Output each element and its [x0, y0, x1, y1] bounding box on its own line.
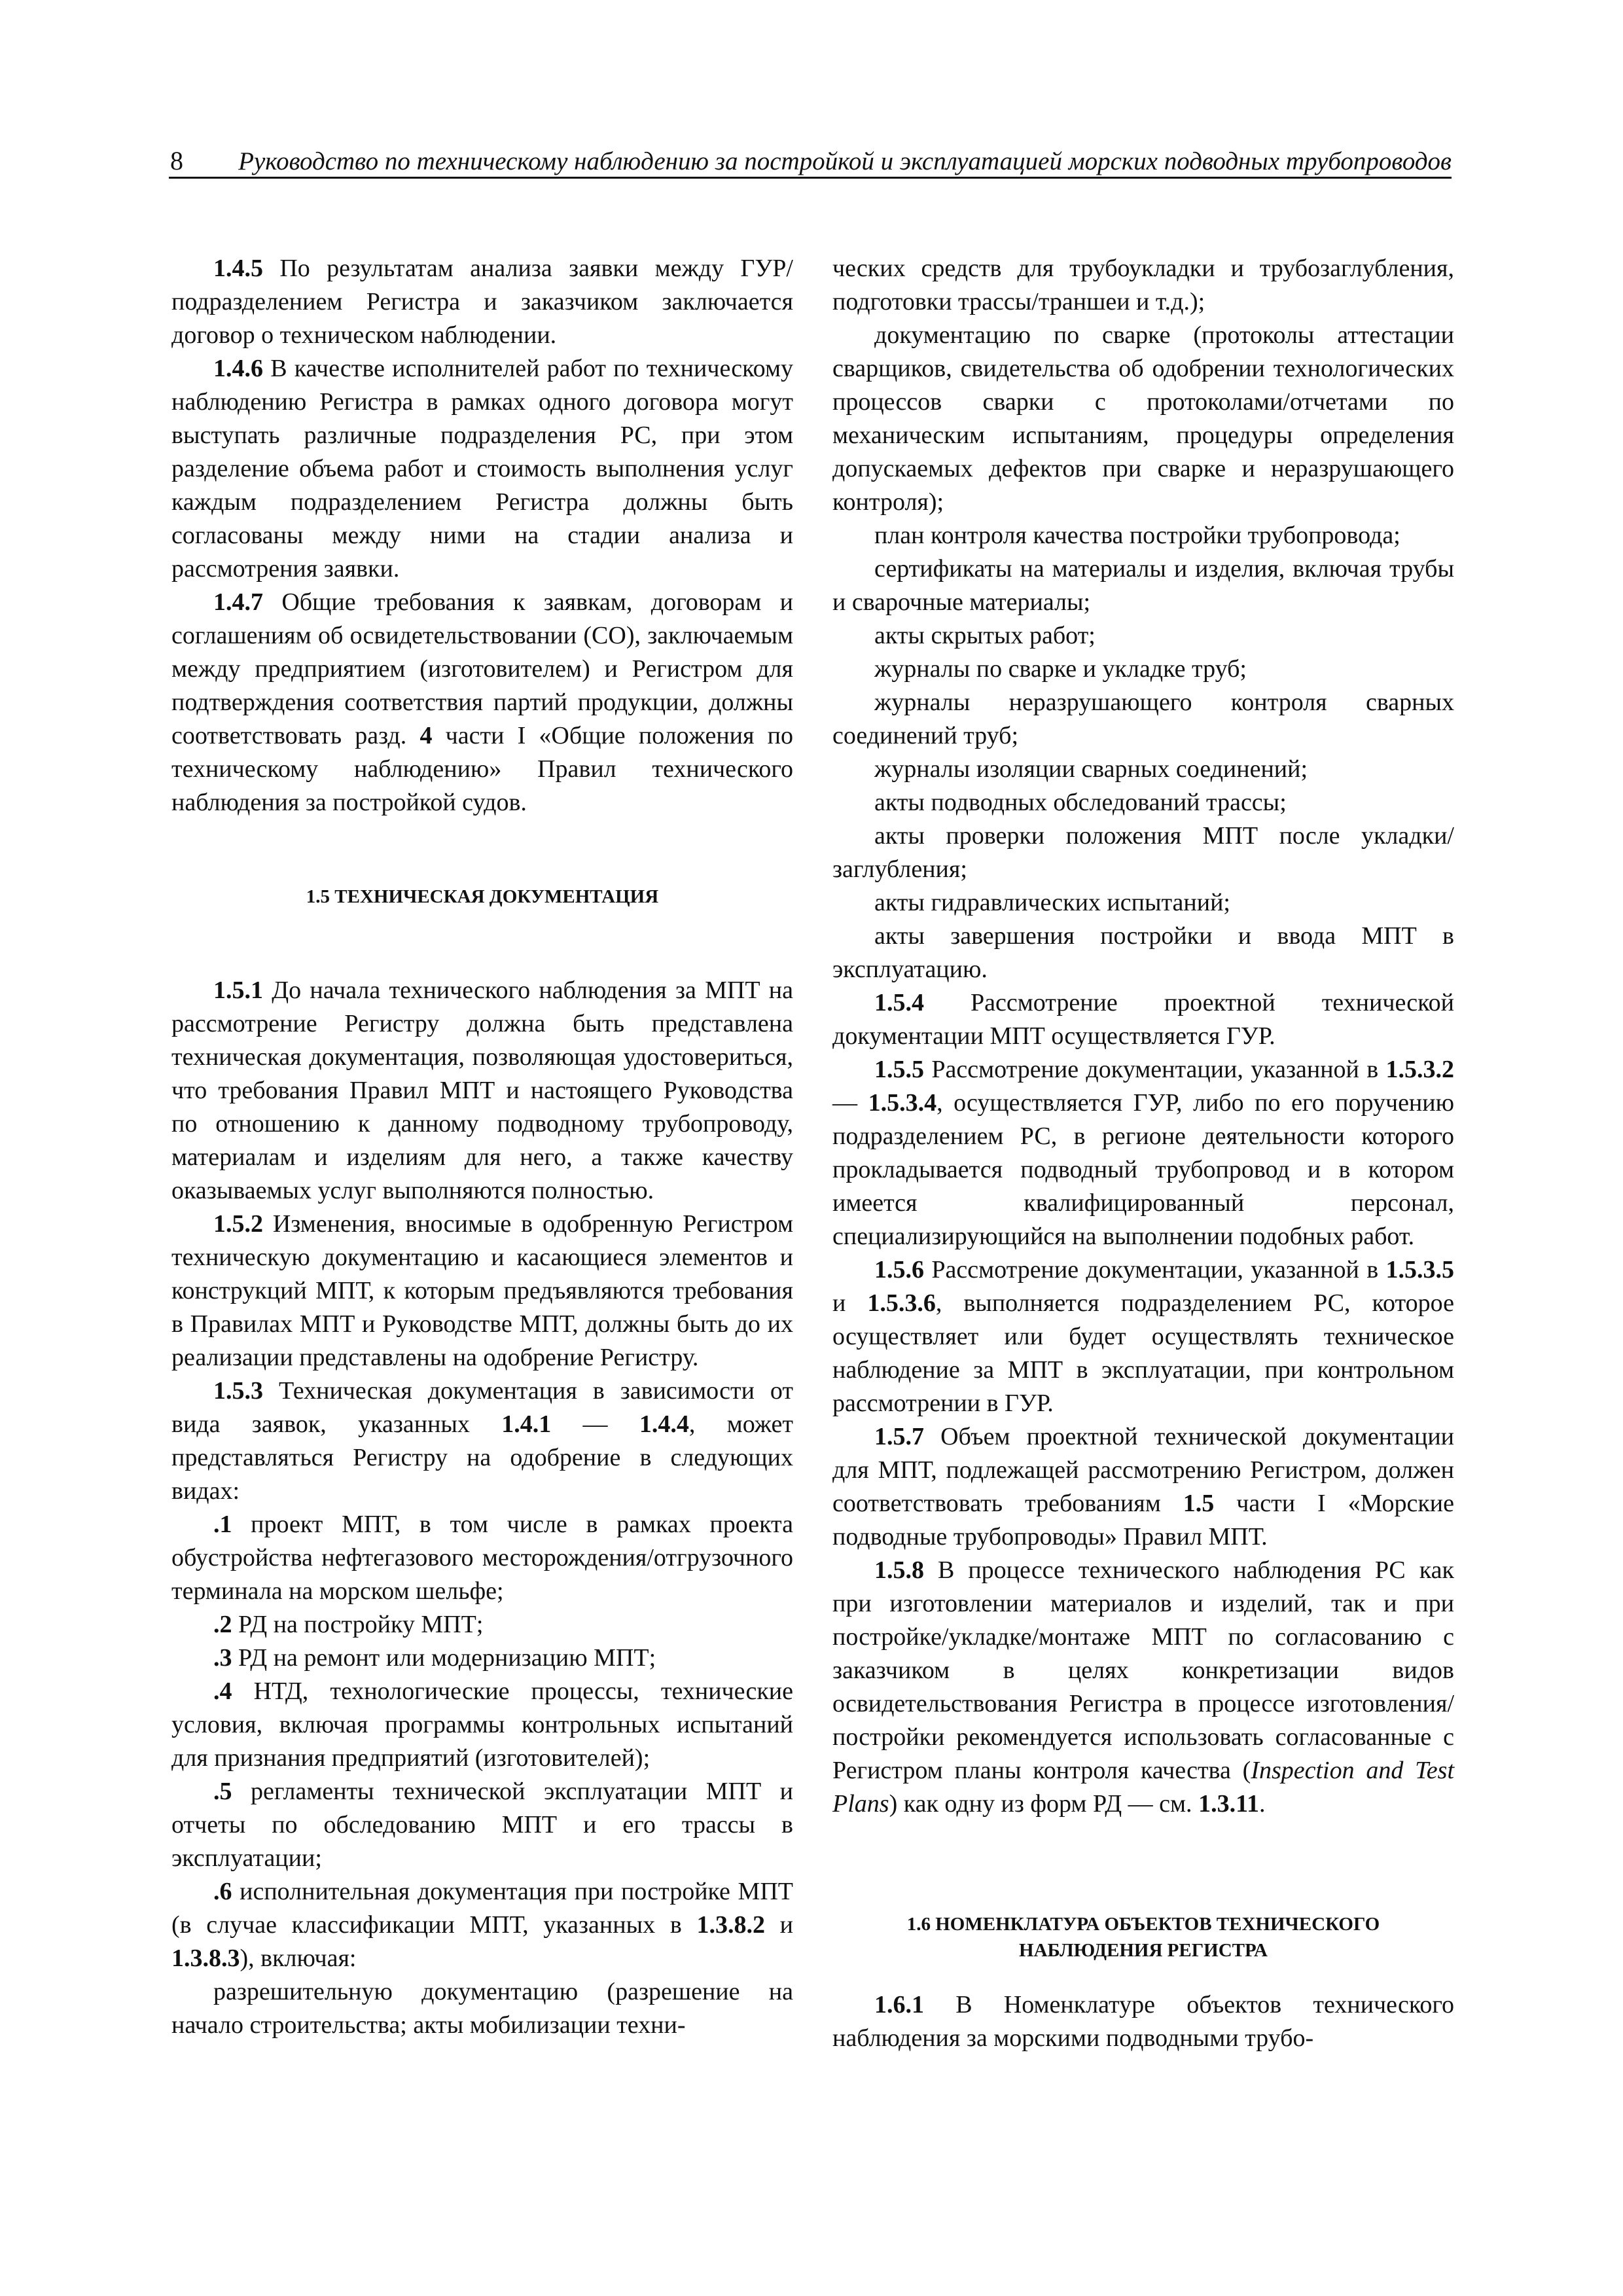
- paragraph-1-5-3: 1.5.3 Техническая документация в зависимости от вида заявок, указанных 1.4.1 — 1.4.4, может представляться Регистру на одобрение в следующих видах:: [171, 1377, 794, 1505]
- list-item-6-permits: разрешительную документацию (разрешение на начало строительства; акты мобилизации техни-: [171, 1978, 793, 2039]
- doc-list-item: план контроля качества постройки трубопровода;: [874, 522, 1400, 549]
- paragraph-1-4-7: 1.4.7 Общие требования к заявкам, договорам и соглашениям об освидетельствовании (СО), заключаемым между предприятием (изготовителем) и Регистром для подтверждения соответствия партий продукции, должны соответствовать разд. 4 части I «Общие положения по техническому наблюдению» Правил технического наблюдения за постройкой судов.: [171, 588, 793, 816]
- page-header: [169, 140, 1452, 179]
- doc-list-item: акты проверки положения МПТ после укладки/заглубления;: [832, 822, 1454, 883]
- paragraph-1-5-6: 1.5.6 Рассмотрение документации, указанной в 1.5.3.5 и 1.5.3.6, выполняется подразделением РС, которое осуществляет или будет осуществлять техническое наблюдение за МПТ в эксплуатации, при контрольном рассмотрении в ГУР.: [832, 1256, 1454, 1417]
- permits-continuation: ческих средств для трубоукладки и трубозаглубления, подготовки трассы/траншеи и т.д.);: [832, 255, 1454, 315]
- paragraph-1-5-1: 1.5.1 До начала технического наблюдения за МПТ на рассмотрение Регистру должна быть представлена техническая документация, позволяющая удостовериться, что требования Правил МПТ и настоящего Руководства по отношению к данному подводному трубопроводу, материалам и изделиям для него, а также качеству оказываемых услуг выполняются полностью.: [171, 977, 793, 1204]
- paragraph-1-5-7: 1.5.7 Объем проектной технической документации для МПТ, подлежащей рассмотрению Регистром, должен соответствовать требованиям 1.5 части I «Морские подводные трубопроводы» Правил МПТ.: [832, 1423, 1454, 1551]
- paragraph-1-5-2: 1.5.2 Изменения, вносимые в одобренную Регистром техническую документацию и касающиеся элементов и конструкций МПТ, к которым предъявляются требования в Правилах МПТ и Руководстве МПТ, должны быть до их реализации представлены на одобрение Регистру.: [171, 1210, 793, 1371]
- paragraph-1-5-4: 1.5.4 Рассмотрение проектной технической документации МПТ осуществляется ГУР.: [832, 989, 1454, 1050]
- paragraph-1-4-6: 1.4.6 В качестве исполнителей работ по техническому наблюдению Регистра в рамках одного договора могут выступать различные подразделения РС, при этом разделение объема работ и стоимость выполнения услуг каждым подразделением Регистра должны быть согласованы между ними на стадии анализа и рассмотрения заявки.: [171, 355, 793, 583]
- list-item-5: .5 регламенты технической эксплуатации МПТ и отчеты по обследованию МПТ и его трассы в эксплуатации;: [171, 1778, 793, 1872]
- doc-list-item: документацию по сварке (протоколы аттестации сварщиков, свидетельства об одобрении технологических процессов сварки с протоколами/отчетами по механическим испытаниям, процедуры определения допускаемых дефектов при сварке и неразрушающего контроля);: [832, 321, 1454, 516]
- left-column: [171, 252, 793, 2130]
- running-title: Руководство по техническому наблюдению за постройкой и эксплуатацией морских подводных трубопроводов: [238, 147, 1452, 175]
- doc-list-item: журналы неразрушающего контроля сварных соединений труб;: [832, 689, 1454, 749]
- list-item-3: .3 РД на ремонт или модернизацию МПТ;: [213, 1644, 656, 1672]
- section-heading-1-5: 1.5 ТЕХНИЧЕСКАЯ ДОКУМЕНТАЦИЯ: [306, 886, 659, 907]
- doc-list-item: акты скрытых работ;: [874, 622, 1096, 649]
- doc-list-item: акты подводных обследований трассы;: [874, 789, 1287, 816]
- right-column: [832, 252, 1454, 2130]
- paragraph-1-5-8: 1.5.8 В процессе технического наблюдения РС как при изготовлении материалов и изделий, так и при постройке/укладке/монтаже МПТ по согласованию с заказчиком в целях конкретизации видов освидетельствования Регистра в процессе изготовления/постройки рекомендуется использовать согласованные с Регистром планы контроля качества (Inspection and Test Plans) как одну из форм РД — см. 1.3.11.: [832, 1556, 1454, 1818]
- list-item-2: .2 РД на постройку МПТ;: [213, 1611, 484, 1638]
- list-item-1: .1 проект МПТ, в том числе в рамках проекта обустройства нефтегазового месторождения/отгрузочного терминала на морском шельфе;: [171, 1511, 793, 1605]
- list-item-6: .6 исполнительная документация при постройке МПТ (в случае классификации МПТ, указанных в 1.3.8.2 и 1.3.8.3), включая:: [171, 1878, 794, 1972]
- paragraph-1-5-5: 1.5.5 Рассмотрение документации, указанной в 1.5.3.2 — 1.5.3.4, осуществляется ГУР, либо по его поручению подразделением РС, в регионе деятельности которого прокладывается подводный трубопровод и в котором имеется квалифицированный персонал, специализирующийся на выполнении подобных работ.: [832, 1056, 1454, 1250]
- paragraph-1-6-1: 1.6.1 В Номенклатуре объектов технического наблюдения за морскими подводными трубо-: [832, 1991, 1454, 2052]
- paragraph-1-4-5: 1.4.5 По результатам анализа заявки между ГУР/подразделением Регистра и заказчиком заключается договор о техническом наблюдении.: [171, 255, 793, 349]
- doc-list-item: акты завершения постройки и ввода МПТ в эксплуатацию.: [832, 922, 1454, 983]
- doc-list-item: сертификаты на материалы и изделия, включая трубы и сварочные материалы;: [832, 555, 1454, 616]
- page-number: 8: [170, 146, 183, 175]
- doc-list-item: журналы изоляции сварных соединений;: [874, 755, 1308, 783]
- doc-list-item: акты гидравлических испытаний;: [874, 889, 1230, 916]
- section-heading-1-6: 1.6 НОМЕНКЛАТУРА ОБЪЕКТОВ ТЕХНИЧЕСКОГО НАБЛЮДЕНИЯ РЕГИСТРА: [906, 1914, 1380, 1961]
- list-item-4: .4 НТД, технологические процессы, технические условия, включая программы контрольных испытаний для признания предприятий (изготовителей);: [171, 1677, 793, 1772]
- doc-list-item: журналы по сварке и укладке труб;: [874, 655, 1247, 683]
